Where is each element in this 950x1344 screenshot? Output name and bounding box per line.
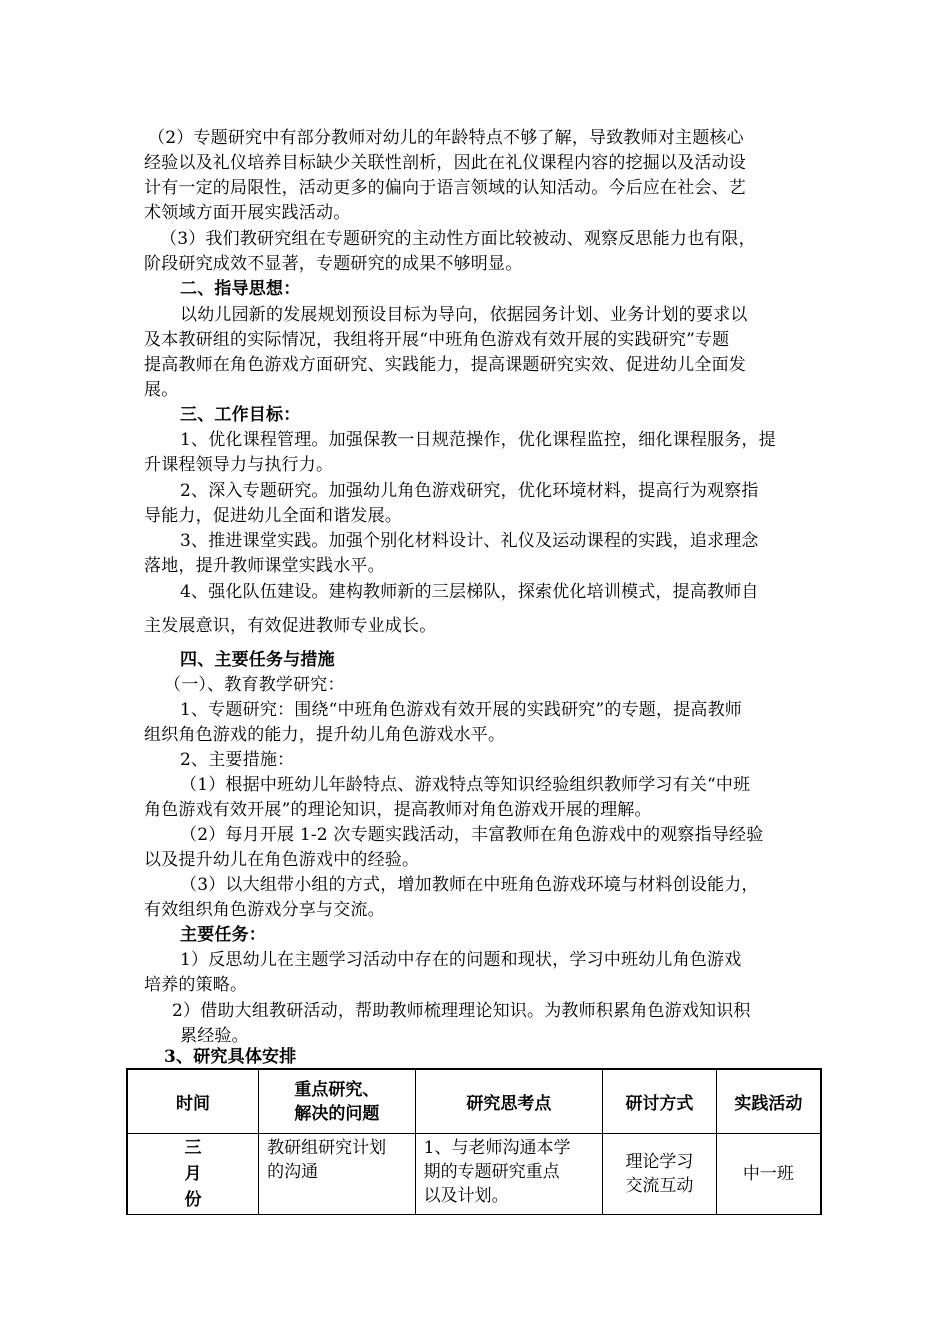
paragraph-line: 提高教师在角色游戏方面研究、实践能力，提高课题研究实效、促进幼儿全面发 bbox=[144, 355, 746, 375]
paragraph-line: 阶段研究成效不显著，专题研究的成果不够明显。 bbox=[144, 254, 523, 274]
paragraph-line: 以及提升幼儿在角色游戏中的经验。 bbox=[144, 850, 420, 870]
header-points: 研究思考点 bbox=[415, 1069, 602, 1134]
table-caption: 3、研究具体安排 bbox=[164, 1047, 297, 1067]
section-heading: 二、指导思想： bbox=[180, 279, 301, 299]
paragraph-line: 2、主要措施： bbox=[180, 750, 295, 770]
cell-points-line: 以及计划。 bbox=[423, 1186, 509, 1206]
paragraph-line: 落地，提升教师课堂实践水平。 bbox=[144, 556, 385, 576]
paragraph-line: 角色游戏有效开展”的理论知识，提高教师对角色游戏开展的理解。 bbox=[144, 800, 652, 820]
paragraph-line: 术领域方面开展实践活动。 bbox=[144, 203, 351, 223]
paragraph-line: 升课程领导力与执行力。 bbox=[144, 455, 334, 475]
month-char: 份 bbox=[184, 1190, 202, 1210]
cell-points bbox=[415, 1134, 602, 1215]
paragraph-line: 以幼儿园新的发展规划预设目标为导向，依据园务计划、业务计划的要求以 bbox=[180, 305, 748, 325]
header-time: 时间 bbox=[127, 1069, 259, 1134]
paragraph-line: 导能力，促进幼儿全面和谐发展。 bbox=[144, 506, 402, 526]
subsection-heading: （一）、教育教学研究： bbox=[164, 675, 345, 695]
paragraph-line: 计有一定的局限性，活动更多的偏向于语言领域的认知活动。今后应在社会、艺 bbox=[144, 178, 746, 198]
paragraph-line: 及本教研组的实际情况，我组将开展“中班角色游戏有效开展的实践研究”专题 bbox=[144, 330, 730, 350]
paragraph-line: （3）以大组带小组的方式，增加教师在中班角色游戏环境与材料创设能力， bbox=[180, 875, 759, 895]
paragraph-line: （3）我们教研究组在专题研究的主动性方面比较被动、观察反思能力也有限， bbox=[160, 229, 756, 249]
paragraph-line: 有效组织角色游戏分享与交流。 bbox=[144, 900, 385, 920]
header-method: 研讨方式 bbox=[603, 1069, 717, 1134]
cell-points-line: 期的专题研究重点 bbox=[423, 1162, 560, 1182]
paragraph-line: 1、专题研究：围绕“中班角色游戏有效开展的实践研究”的专题，提高教师 bbox=[180, 700, 742, 720]
section-heading: 四、主要任务与措施 bbox=[180, 650, 335, 670]
paragraph-line: 1、优化课程管理。加强保教一日规范操作，优化课程监控，细化课程服务，提 bbox=[180, 430, 776, 450]
paragraph-line: 主发展意识，有效促进教师专业成长。 bbox=[144, 616, 437, 636]
paragraph-line: 组织角色游戏的能力，提升幼儿角色游戏水平。 bbox=[144, 725, 506, 745]
paragraph-line: （2）每月开展 1-2 次专题实践活动，丰富教师在角色游戏中的观察指导经验 bbox=[180, 825, 764, 845]
paragraph-line: （1）根据中班幼儿年龄特点、游戏特点等知识经验组织教师学习有关“中班 bbox=[180, 775, 751, 795]
subsection-heading: 主要任务： bbox=[180, 925, 266, 945]
month-char: 三 bbox=[184, 1138, 202, 1158]
paragraph-line: 1）反思幼儿在主题学习活动中存在的问题和现状，学习中班幼儿角色游戏 bbox=[180, 950, 742, 970]
header-issue bbox=[259, 1069, 416, 1134]
paragraph-line: 展。 bbox=[144, 380, 179, 400]
section-heading: 三、工作目标： bbox=[180, 405, 301, 425]
header-issue-line: 重点研究、 bbox=[294, 1079, 380, 1100]
cell-issue-line: 教研组研究计划 bbox=[267, 1138, 387, 1158]
paragraph-line: 3、推进课堂实践。加强个别化材料设计、礼仪及运动课程的实践，追求理念 bbox=[180, 531, 759, 551]
table-row bbox=[127, 1134, 821, 1215]
paragraph-line: （2）专题研究中有部分教师对幼儿的年龄特点不够了解，导致教师对主题核心 bbox=[148, 128, 744, 148]
cell-method-line: 交流互动 bbox=[625, 1176, 694, 1196]
cell-practice: 中一班 bbox=[716, 1134, 821, 1215]
paragraph-line: 2）借助大组教研活动，帮助教师梳理理论知识。为教师积累角色游戏知识积 bbox=[172, 1001, 751, 1021]
table-header-row bbox=[127, 1069, 821, 1134]
month-char: 月 bbox=[184, 1164, 202, 1184]
header-practice: 实践活动 bbox=[716, 1069, 821, 1134]
paragraph-line: 累经验。 bbox=[180, 1026, 249, 1046]
cell-issue bbox=[259, 1134, 416, 1215]
paragraph-line: 经验以及礼仪培养目标缺少关联性剖析，因此在礼仪课程内容的挖掘以及活动设 bbox=[144, 153, 746, 173]
cell-points-line: 1、与老师沟通本学 bbox=[423, 1138, 571, 1158]
cell-issue-line: 的沟通 bbox=[267, 1162, 319, 1182]
cell-month bbox=[127, 1134, 259, 1215]
cell-method-line: 理论学习 bbox=[625, 1152, 694, 1172]
paragraph-line: 培养的策略。 bbox=[144, 975, 248, 995]
paragraph-line: 2、深入专题研究。加强幼儿角色游戏研究，优化环境材料，提高行为观察指 bbox=[180, 481, 759, 501]
schedule-table bbox=[126, 1068, 822, 1215]
cell-method bbox=[603, 1134, 717, 1215]
paragraph-line: 4、强化队伍建设。建构教师新的三层梯队，探索优化培训模式，提高教师自 bbox=[180, 582, 759, 602]
header-issue-line: 解决的问题 bbox=[294, 1103, 380, 1124]
